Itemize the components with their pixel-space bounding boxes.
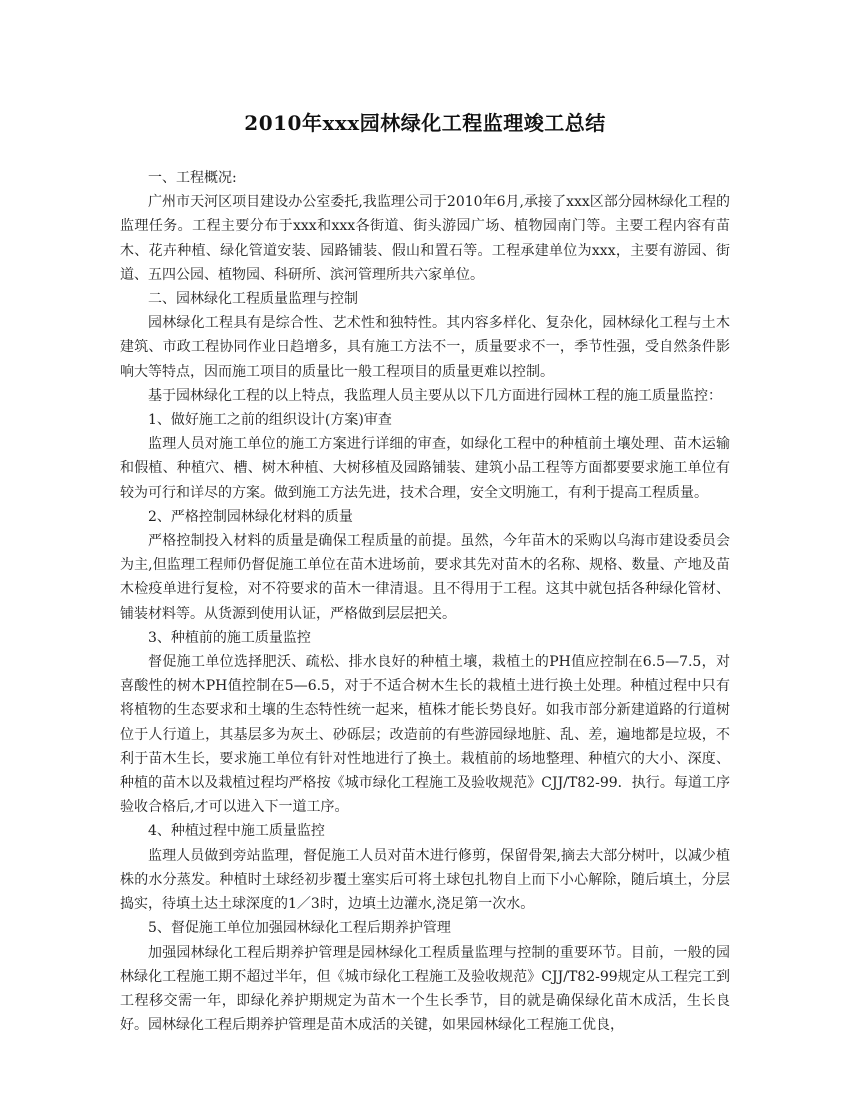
- subheading-plan-review: 1、做好施工之前的组织设计(方案)审查: [148, 412, 392, 429]
- page-title: 2010年xxx园林绿化工程监理竣工总结: [244, 111, 606, 135]
- paragraph-maintenance: 加强园林绿化工程后期养护管理是园林绿化工程质量监理与控制的重要环节。目前，一般的园林绿化工程施工期不超过半年，但《城市绿化工程施工及验收规范》CJJ/T82-99规定从工程完工到工程移交需一年，即绿化养护期规定为苗木一个生长季节，目的就是确保绿化苗木成活，生长良好。园林绿化工程后期养护管理是苗木成活的关键，如果园林绿化工程施工优良，: [120, 944, 730, 1034]
- paragraph-characteristics: 园林绿化工程具有是综合性、艺术性和独特性。其内容多样化、复杂化，园林绿化工程与土木建筑、市政工程协同作业日趋增多，具有施工方法不一，质量要求不一，季节性强，受自然条件影响大等特点，因而施工项目的质量比一般工程项目的质量更难以控制。: [120, 315, 730, 380]
- paragraph-pre-planting: 督促施工单位选择肥沃、疏松、排水良好的种植土壤，栽植土的PH值应控制在6.5—7.5，对喜酸性的树木PH值控制在5—6.5，对于不适合树木生长的栽植土进行换土处理。种植过程中只有将植物的生态要求和土壤的生态特性统一起来，植株才能长势良好。如我市部分新建道路的行道树位于人行道上，其基层多为灰土、砂砾层；改造前的有些游园绿地脏、乱、差，遍地都是垃圾，不利于苗木生长，要求施工单位有针对性地进行了换土。栽植前的场地整理、种植穴的大小、深度、种植的苗木以及栽植过程均严格按《城市绿化工程施工及验收规范》CJJ/T82-99．执行。每道工序验收合格后,才可以进入下一道工序。: [120, 654, 730, 816]
- paragraph-monitoring-intro: 基于园林绿化工程的以上特点，我监理人员主要从以下几方面进行园林工程的施工质量监控：: [148, 387, 722, 404]
- subheading-planting-process: 4、种植过程中施工质量监控: [148, 823, 325, 840]
- paragraph-material-quality: 严格控制投入材料的质量是确保工程质量的前提。虽然，今年苗木的采购以乌海市建设委员会为主,但监理工程师仍督促施工单位在苗木进场前，要求其先对苗木的名称、规格、数量、产地及苗木检疫单进行复检，对不符要求的苗木一律清退。且不得用于工程。这其中就包括各种绿化管材、铺装材料等。从货源到使用认证，严格做到层层把关。: [120, 533, 730, 622]
- paragraph-plan-review: 监理人员对施工单位的施工方案进行详细的审查，如绿化工程中的种植前土壤处理、苗木运输和假植、种植穴、槽、树木种植、大树移植及园路铺装、建筑小品工程等方面都要要求施工单位有较为可行和详尽的方案。做到施工方法先进，技术合理，安全文明施工，有利于提高工程质量。: [120, 436, 730, 501]
- subheading-pre-planting: 3、种植前的施工质量监控: [148, 629, 311, 646]
- subheading-material-quality: 2、严格控制园林绿化材料的质量: [148, 508, 353, 525]
- paragraph-planting-process: 监理人员做到旁站监理，督促施工人员对苗木进行修剪，保留骨架,摘去大部分树叶，以减少植株的水分蒸发。种植时土球经初步覆土塞实后可将土球包扎物自上而下小心解除，随后填土，分层捣实，待填土达土球深度的1／3时，边填土边灌水,浇足第一次水。: [120, 847, 730, 913]
- paragraph-overview: 广州市天河区项目建设办公室委托,我监理公司于2010年6月,承接了xxx区部分园林绿化工程的监理任务。工程主要分布于xxx和xxx各街道、街头游园广场、植物园南门等。主要工程内容有苗木、花卉种植、绿化管道安装、园路铺装、假山和置石等。工程承建单位为xxx，主要有游园、街道、五四公园、植物园、科研所、滨河管理所共六家单位。: [120, 194, 730, 283]
- document-body: [120, 104, 730, 1037]
- subheading-maintenance: 5、督促施工单位加强园林绿化工程后期养护管理: [148, 920, 451, 937]
- section-heading-overview: 一、工程概况:: [148, 170, 237, 186]
- section-heading-quality-control: 二、园林绿化工程质量监理与控制: [148, 291, 358, 308]
